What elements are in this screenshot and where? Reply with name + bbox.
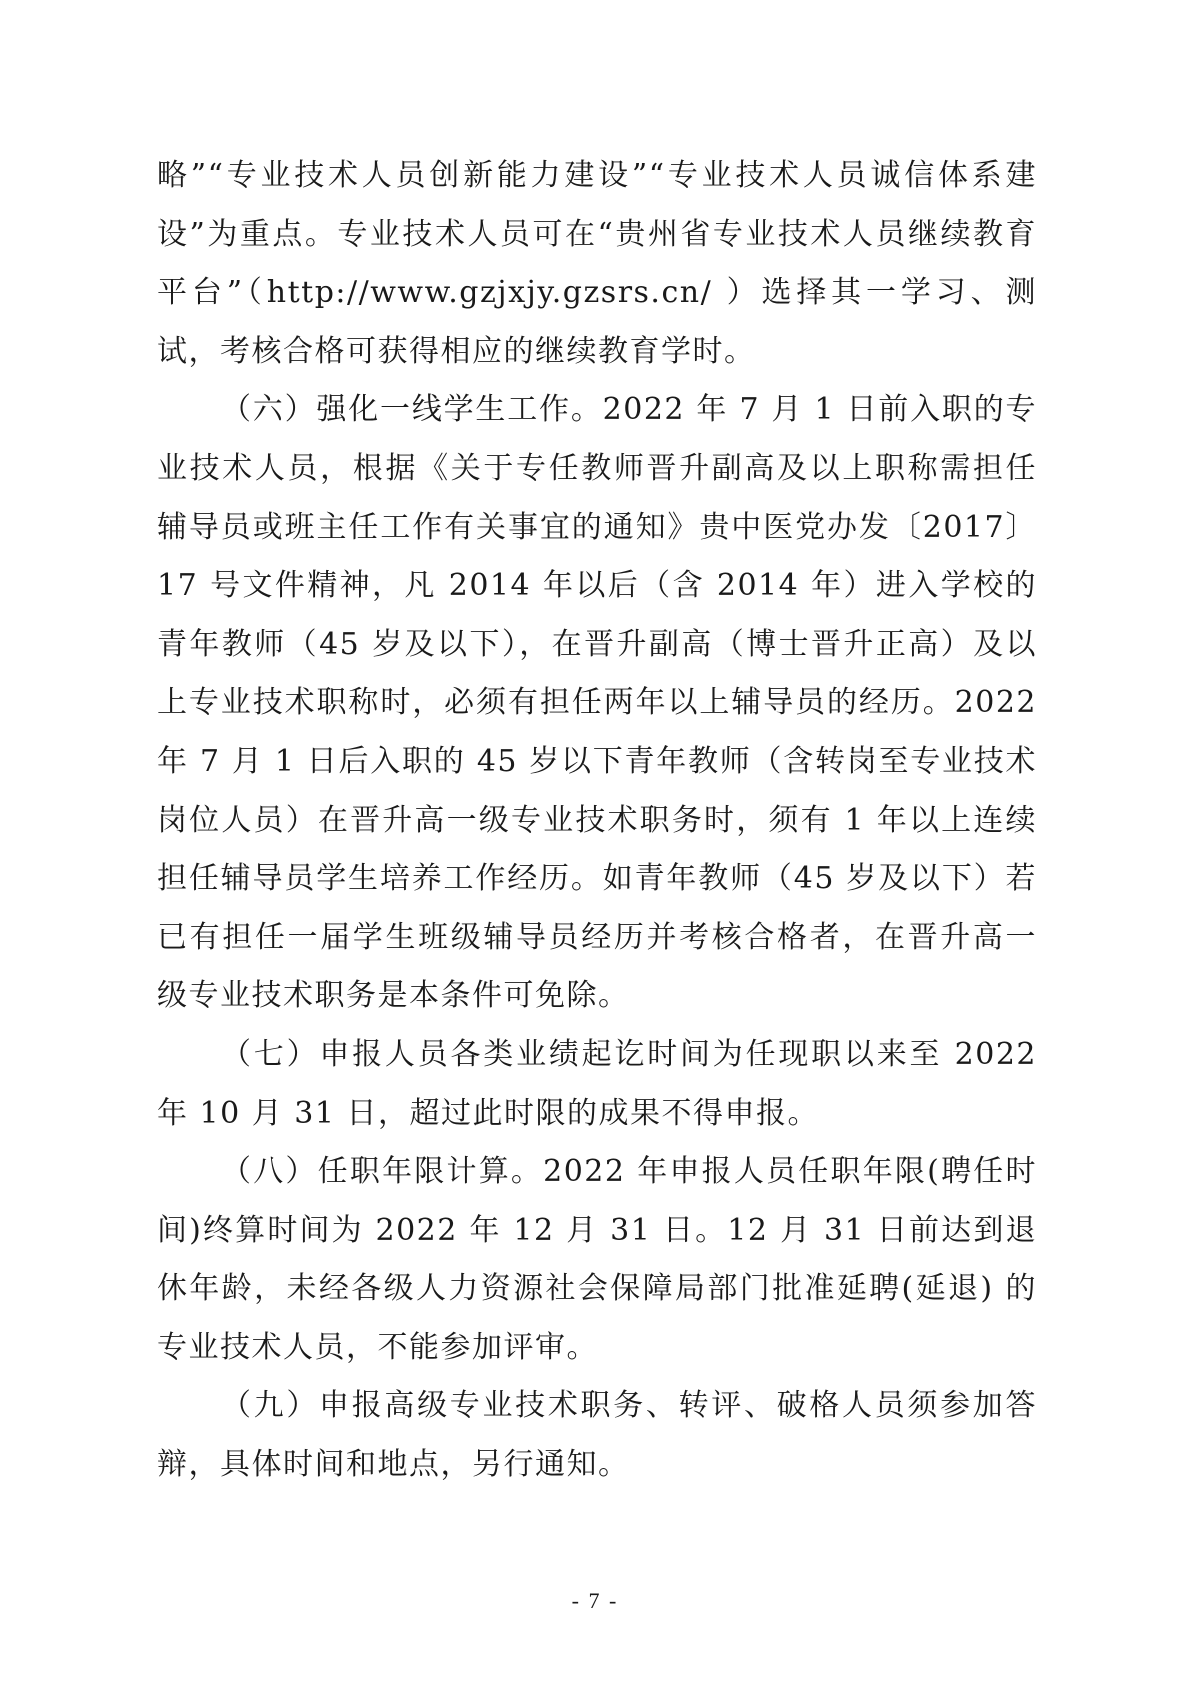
page-number: - 7 - [571,1588,619,1613]
paragraph-item-7: （七）申报人员各类业绩起讫时间为任现职以来至 2022 年 10 月 31 日，超过此时限的成果不得申报。 [157,1036,1037,1131]
paragraph-item-9: （九）申报高级专业技术职务、转评、破格人员须参加答辩，具体时间和地点，另行通知。 [157,1388,1037,1483]
document-body [157,147,1037,1495]
paragraph-continuation: 略”“专业技术人员创新能力建设”“专业技术人员诚信体系建设”为重点。专业技术人员可在“贵州省专业技术人员继续教育平台”（http://www.gzjxjy.gzsrs.cn/ ）选择其一学习、测试，考核合格可获得相应的继续教育学时。 [157,158,1037,369]
paragraph-item-8: （八）任职年限计算。2022 年申报人员任职年限(聘任时间)终算时间为 2022 年 12 月 31 日。12 月 31 日前达到退休年龄，未经各级人力资源社会保障局部门批准延聘(延退) 的专业技术人员，不能参加评审。 [157,1154,1037,1365]
paragraph-item-6: （六）强化一线学生工作。2022 年 7 月 1 日前入职的专业技术人员，根据《关于专任教师晋升副高及以上职称需担任辅导员或班主任工作有关事宜的通知》贵中医党办发〔2017〕17 号文件精神，凡 2014 年以后（含 2014 年）进入学校的青年教师（45 岁及以下），在晋升副高（博士晋升正高）及以上专业技术职称时，必须有担任两年以上辅导员的经历。2022 年 7 月 1 日后入职的 45 岁以下青年教师（含转岗至专业技术岗位人员）在晋升高一级专业技术职务时，须有 1 年以上连续担任辅导员学生培养工作经历。如青年教师（45 岁及以下）若已有担任一届学生班级辅导员经历并考核合格者，在晋升高一级专业技术职务是本条件可免除。 [157,392,1037,1014]
